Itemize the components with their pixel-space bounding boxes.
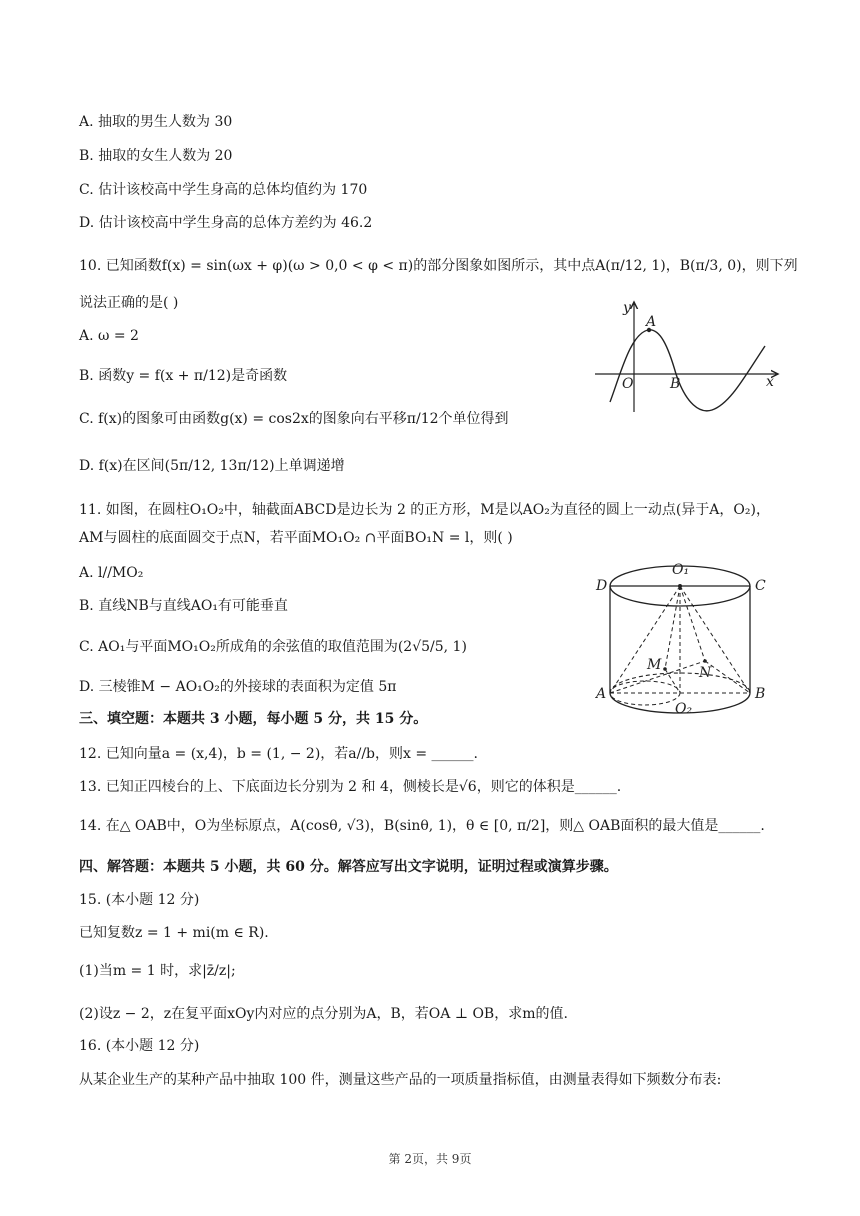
q10-option-d: D. f(x)在区间(5π/12, 13π/12)上单调递增 xyxy=(79,458,345,474)
o1-to-n xyxy=(680,586,705,661)
q13: 13. 已知正四棱台的上、下底面边长分别为 2 和 4，侧棱长是√6，则它的体积是______. xyxy=(79,779,622,795)
bottom-ellipse-back xyxy=(610,673,750,693)
section-4-heading: 四、解答题：本题共 5 小题，共 60 分。解答应写出文字说明，证明过程或演算步骤。 xyxy=(79,859,618,875)
q15-line2: (1)当m = 1 时，求|z̄/z|; xyxy=(79,963,236,979)
sine-graph-figure xyxy=(590,296,790,416)
q10-option-c: C. f(x)的图象可由函数g(x) = cos2x的图象向右平移π/12个单位得到 xyxy=(79,411,509,427)
q12: 12. 已知向量a = (x,4)，b = (1, − 2)，若a//b，则x = ______. xyxy=(79,746,478,762)
label-d: D xyxy=(596,578,608,594)
q15-line1: 已知复数z = 1 + mi(m ∈ R). xyxy=(79,925,269,941)
label-o1: O₁ xyxy=(672,562,690,578)
q9-option-a: A. 抽取的男生人数为 30 xyxy=(79,114,233,130)
section-3-heading: 三、填空题：本题共 3 小题，每小题 5 分，共 15 分。 xyxy=(79,711,428,727)
label-c: C xyxy=(755,578,766,594)
cylinder-figure xyxy=(595,556,770,721)
q11-option-d: D. 三棱锥M − AO₁O₂的外接球的表面积为定值 5π xyxy=(79,679,397,695)
q16-line1: 从某企业生产的某种产品中抽取 100 件，测量这些产品的一项质量指标值，由测量表得如下频数分布表: xyxy=(79,1072,722,1088)
label-n: N xyxy=(699,665,712,681)
q10-option-b: B. 函数y = f(x + π/12)是奇函数 xyxy=(79,368,288,384)
q11-option-b: B. 直线NB与直线AO₁有可能垂直 xyxy=(79,598,288,614)
q16-head: 16. (本小题 12 分) xyxy=(79,1038,200,1054)
label-m: M xyxy=(647,657,662,673)
q11-option-a: A. l//MO₂ xyxy=(79,565,144,581)
o1-to-m xyxy=(665,586,680,669)
point-m xyxy=(663,667,667,671)
point-n xyxy=(703,659,707,663)
q9-option-d: D. 估计该校高中学生身高的总体方差约为 46.2 xyxy=(79,215,373,231)
q11-option-c: C. AO₁与平面MO₁O₂所成角的余弦值的取值范围为(2√5/5, 1) xyxy=(79,639,467,655)
q10-option-a: A. ω = 2 xyxy=(79,328,139,344)
q11-stem-cont: AM与圆柱的底面圆交于点N，若平面MO₁O₂ ∩平面BO₁N = l，则( ) xyxy=(79,530,513,546)
label-a: A xyxy=(646,314,657,330)
label-o: O xyxy=(622,376,634,392)
q15-head: 15. (本小题 12 分) xyxy=(79,892,200,908)
label-y: y xyxy=(623,300,631,316)
label-o2: O₂ xyxy=(675,701,693,717)
point-o1 xyxy=(678,584,682,588)
q15-line3: (2)设z − 2，z在复平面xOy内对应的点分别为A，B，若OA ⊥ OB，求m的值. xyxy=(79,1006,568,1022)
label-a: A xyxy=(596,686,607,702)
q14: 14. 在△ OAB中，O为坐标原点，A(cosθ, √3)，B(sinθ, 1)，θ ∈ [0, π/2]，则△ OAB面积的最大值是______. xyxy=(79,818,765,834)
n-to-b xyxy=(705,661,750,693)
label-x: x xyxy=(766,374,774,390)
label-b: B xyxy=(670,376,681,392)
sine-curve xyxy=(610,330,765,411)
q11-stem: 11. 如图，在圆柱O₁O₂中，轴截面ABCD是边长为 2 的正方形，M是以AO₂为直径的圆上一动点(异于A，O₂)， xyxy=(79,502,770,518)
q10-stem-cont: 说法正确的是( ) xyxy=(79,295,179,311)
page-footer: 第 2页，共 9页 xyxy=(388,1152,472,1166)
label-b: B xyxy=(755,686,766,702)
o1-to-b xyxy=(680,586,750,693)
q10-stem: 10. 已知函数f(x) = sin(ωx + φ)(ω > 0,0 < φ < π)的部分图象如图所示，其中点A(π/12, 1)，B(π/3, 0)，则下列 xyxy=(79,258,798,274)
q9-option-b: B. 抽取的女生人数为 20 xyxy=(79,148,233,164)
q9-option-c: C. 估计该校高中学生身高的总体均值约为 170 xyxy=(79,182,368,198)
